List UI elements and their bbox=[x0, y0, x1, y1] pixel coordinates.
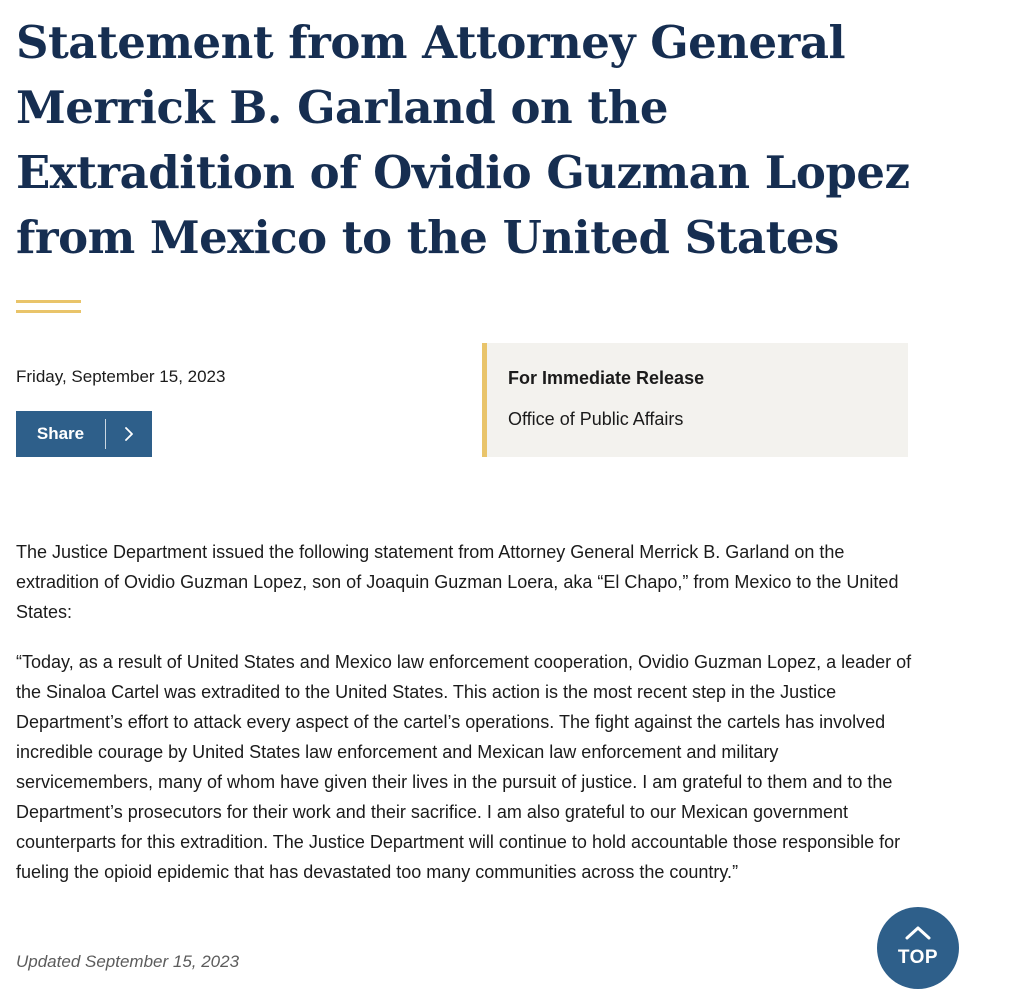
release-date: Friday, September 15, 2023 bbox=[16, 367, 226, 386]
back-to-top-button[interactable] bbox=[877, 907, 959, 989]
title-divider bbox=[16, 300, 81, 313]
release-info-box bbox=[482, 343, 908, 457]
back-to-top-label: TOP bbox=[897, 946, 939, 968]
share-button[interactable] bbox=[16, 411, 152, 457]
chevron-right-icon bbox=[106, 427, 152, 441]
article-paragraph-quote: “Today, as a result of United States and Mexico law enforcement cooperation, Ovidio Guzman Lopez, a leader of the Sinaloa Cartel was extradited to the United States. This action is the most recent step in the Justice Department’s effort to attack every aspect of the cartel’s operations. The fight against the cartels has involved incredible courage by United States law enforcement and Mexican law enforcement and military servicemembers, many of whom have given their lives in the pursuit of justice. I am grateful to them and to the Department’s prosecutors for their work and their sacrifice. I am also grateful to our Mexican government counterparts for this extradition. The Justice Department will continue to hold accountable those responsible for fueling the opioid epidemic that has devastated too many communities across the country.” bbox=[16, 652, 912, 882]
share-button-label: Share bbox=[36, 424, 85, 443]
chevron-up-icon bbox=[904, 925, 932, 946]
release-office: Office of Public Affairs bbox=[508, 409, 684, 429]
page-title: Statement from Attorney General Merrick B. Garland on the Extradition of Ovidio Guzman Lopez from Mexico to the United States bbox=[16, 16, 910, 264]
release-type: For Immediate Release bbox=[508, 368, 705, 388]
article-paragraph-intro: The Justice Department issued the following statement from Attorney General Merrick B. Garland on the extradition of Ovidio Guzman Lopez, son of Joaquin Guzman Loera, aka “El Chapo,” from Mexico to the United States: bbox=[16, 542, 899, 622]
updated-date: Updated September 15, 2023 bbox=[16, 952, 240, 971]
